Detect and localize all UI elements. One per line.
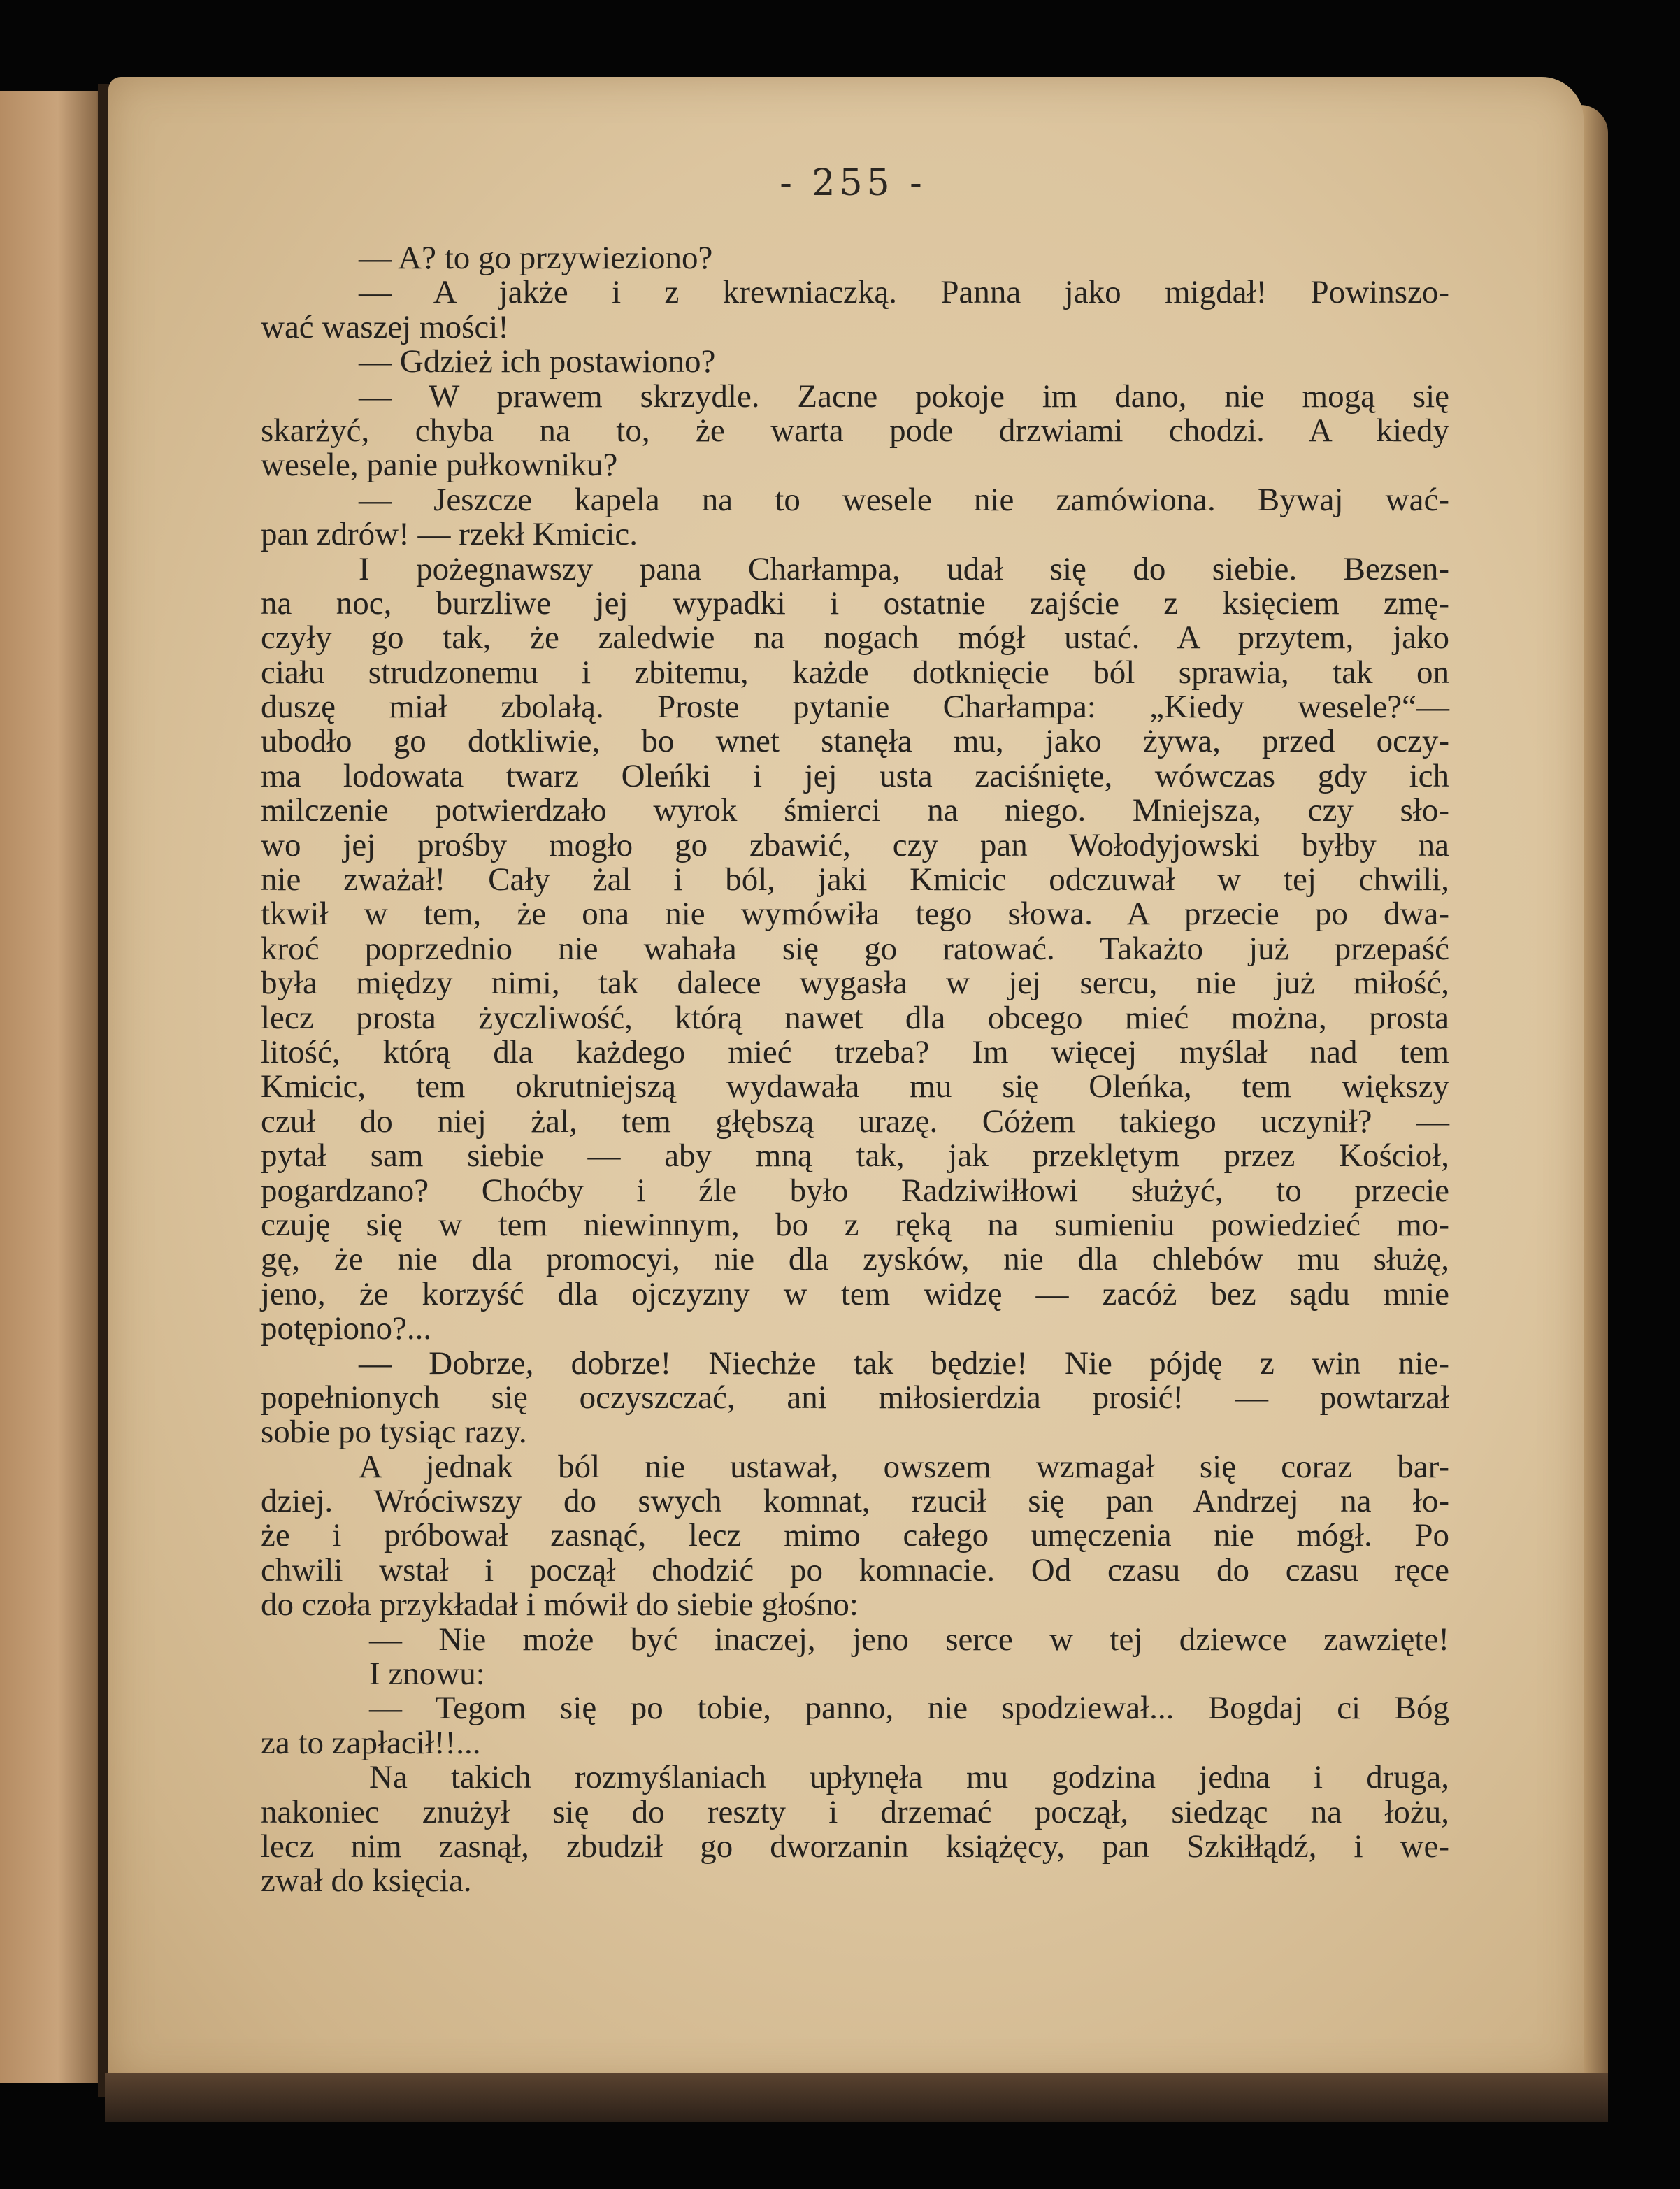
page-text — [261, 241, 1449, 1899]
text-line: że i próbował zasnąć, lecz mimo całego umęczenia nie mógł. Po — [261, 1517, 1449, 1554]
binding-bottom — [105, 2073, 1608, 2122]
page-number: - 255 - — [780, 162, 926, 204]
text-line: — W prawem skrzydle. Zacne pokoje im dano, nie mogą się — [359, 378, 1449, 415]
text-line: lecz nim zasnął, zbudził go dworzanin książęcy, pan Szkiłłądź, i we- — [261, 1828, 1449, 1865]
text-line: nakoniec znużył się do reszty i drzemać począł, siedząc na łożu, — [261, 1793, 1449, 1830]
text-line: pytał sam siebie — aby mną tak, jak przeklętym przez Kościoł, — [261, 1137, 1449, 1175]
text-line: pogardzano? Choćby i źle było Radziwiłłowi służyć, to przecie — [261, 1172, 1449, 1209]
text-line: — Nie może być inaczej, jeno serce w tej dziewce zawzięte! — [369, 1621, 1449, 1658]
text-line: pan zdrów! — rzekł Kmicic. — [261, 516, 638, 553]
text-line: Na takich rozmyślaniach upłynęła mu godzina jedna i druga, — [369, 1759, 1449, 1796]
text-line: ma lodowata twarz Oleńki i jej usta zaciśnięte, wówczas gdy ich — [261, 757, 1449, 794]
text-line: gę, że nie dla promocyi, nie dla zysków, nie dla chlebów mu służę, — [261, 1241, 1449, 1278]
text-line: — A? to go przywieziono? — [359, 240, 713, 276]
text-line: milczenie potwierdzało wyrok śmierci na niego. Mniejsza, czy sło- — [261, 792, 1449, 829]
text-line: chwili wstał i począł chodzić po komnacie. Od czasu do czasu ręce — [261, 1551, 1449, 1588]
text-line: litość, którą dla każdego mieć trzeba? Im więcej myślał nad tem — [261, 1033, 1449, 1070]
text-line: do czoła przykładał i mówił do siebie głośno: — [261, 1586, 859, 1623]
text-line: ciału strudzonemu i zbitemu, każde dotknięcie ból sprawia, tak on — [261, 654, 1449, 691]
text-line: za to zapłacił!!... — [261, 1724, 481, 1761]
text-line: była między nimi, tak dalece wygasła w jej sercu, nie już miłość, — [261, 965, 1449, 1002]
text-line: wać waszej mości! — [261, 308, 509, 345]
text-line: skarżyć, chyba na to, że warta pode drzwiami chodzi. A kiedy — [261, 412, 1449, 449]
text-line: kroć poprzednio nie wahała się go ratować. Takażto już przepaść — [261, 930, 1449, 967]
left-page-edge — [0, 91, 105, 2083]
text-line: I pożegnawszy pana Charłampa, udał się do siebie. Bezsen- — [359, 550, 1449, 587]
text-line: duszę miał zbolałą. Proste pytanie Charłampa: „Kiedy wesele?“— — [261, 689, 1449, 726]
text-line: lecz prosta życzliwość, którą nawet dla obcego mieć można, prosta — [261, 999, 1449, 1036]
text-line: wesele, panie pułkowniku? — [261, 447, 618, 484]
text-line: nie zważał! Cały żal i ból, jaki Kmicic odczuwał w tej chwili, — [261, 861, 1449, 898]
text-line: — Jeszcze kapela na to wesele nie zamówiona. Bywaj wać- — [359, 481, 1449, 518]
text-line: I znowu: — [369, 1656, 485, 1693]
text-line: — A jakże i z krewniaczką. Panna jako migdał! Powinszo- — [359, 274, 1449, 311]
text-line: — Dobrze, dobrze! Niechże tak będzie! Nie pójdę z win nie- — [359, 1344, 1449, 1381]
text-line: — Gdzież ich postawiono? — [359, 343, 716, 380]
text-line: zwał do księcia. — [261, 1863, 472, 1900]
text-line: Kmicic, tem okrutniejszą wydawała mu się Oleńka, tem większy — [261, 1068, 1449, 1105]
text-line: czyły go tak, że zaledwie na nogach mógł ustać. A przytem, jako — [261, 619, 1449, 656]
text-line: wo jej prośby mogło go zbawić, czy pan Wołodyjowski byłby na — [261, 826, 1449, 863]
text-line: sobie po tysiąc razy. — [261, 1414, 527, 1451]
text-line: czuł do niej żal, tem głębszą urazę. Cóżem takiego uczynił? — — [261, 1103, 1449, 1140]
text-line: potępiono?... — [261, 1310, 432, 1347]
text-line: dziej. Wróciwszy do swych komnat, rzucił się pan Andrzej na ło- — [261, 1483, 1449, 1520]
text-line: czuję się w tem niewinnym, bo z ręką na sumieniu powiedzieć mo- — [261, 1206, 1449, 1243]
text-line: tkwił w tem, że ona nie wymówiła tego słowa. A przecie po dwa- — [261, 896, 1449, 933]
text-line: A jednak ból nie ustawał, owszem wzmagał się coraz bar- — [359, 1448, 1449, 1485]
text-line: ubodło go dotkliwie, bo wnet stanęła mu, jako żywa, przed oczy- — [261, 723, 1449, 760]
text-line: na noc, burzliwe jej wypadki i ostatnie zajście z księciem zmę- — [261, 584, 1449, 622]
text-line: popełnionych się oczyszczać, ani miłosierdzia prosić! — powtarzał — [261, 1379, 1449, 1416]
text-line: — Tegom się po tobie, panno, nie spodziewał... Bogdaj ci Bóg — [369, 1690, 1449, 1727]
text-line: jeno, że korzyść dla ojczyzny w tem widzę — zacóż bez sądu mnie — [261, 1275, 1449, 1312]
